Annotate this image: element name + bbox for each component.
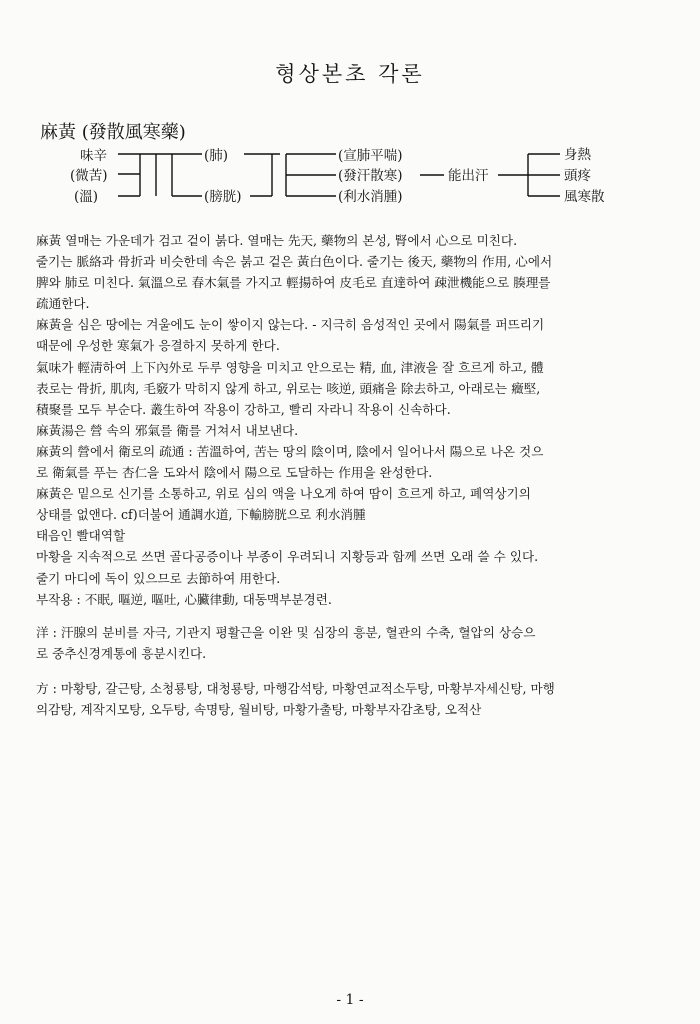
action-label: (發汗散寒) — [338, 168, 403, 184]
page-number: - 1 - — [336, 992, 364, 1008]
action-label: (宣肺平喘) — [338, 148, 403, 164]
body-line: 方 : 마황탕, 갈근탕, 소청룡탕, 대청룡탕, 마행감석탕, 마황연교적소두탕, 마황부자세신탕, 마행 — [36, 680, 555, 696]
body-line: 麻黃을 심은 땅에는 겨울에도 눈이 쌓이지 않는다. - 지극히 음성적인 곳에서 陽氣를 퍼뜨리기 — [36, 317, 545, 333]
body-line: 麻黃湯은 營 속의 邪氣를 衛를 거쳐서 내보낸다. — [36, 422, 299, 438]
body-line: 상태를 없앤다. cf)더불어 通調水道, 下輸膀胱으로 利水消腫 — [36, 507, 366, 523]
effect-label: 頭疼 — [564, 168, 591, 184]
body-line: 부작용 : 不眠, 嘔逆, 嘔吐, 心臟律動, 대동맥부분경련. — [36, 591, 332, 607]
center-label: 能出汗 — [448, 168, 489, 184]
body-line: 麻黃의 營에서 衛로의 疏通 : 苦溫하여, 苦는 땅의 陰이며, 陰에서 일어나서 陽으로 나온 것으 — [36, 443, 544, 459]
organ-label: (肺) — [204, 148, 229, 164]
body-line: 麻黃 열매는 가운데가 검고 겉이 붉다. 열매는 先天, 藥物의 본성, 腎에서 心으로 미친다. — [36, 233, 518, 248]
body-line: 로 衛氣를 푸는 杏仁을 도와서 陰에서 陽으로 도달하는 作用을 완성한다. — [36, 465, 433, 481]
taste-label: 味辛 — [80, 148, 107, 164]
body-line: 줄기는 脈絡과 骨折과 비슷한데 속은 붉고 겉은 黃白色이다. 줄기는 後天, 藥物의 作用, 心에서 — [36, 254, 553, 270]
body-line: 의감탕, 계작지모탕, 오두탕, 속명탕, 월비탕, 마황가출탕, 마황부자감초탕, 오적산 — [36, 701, 482, 717]
effect-label: 風寒散 — [564, 189, 605, 205]
herb-heading: 麻黃 (發散風寒藥) — [40, 122, 186, 143]
page-title: 형상본초 각론 — [275, 62, 425, 86]
action-label: (利水消腫) — [338, 189, 403, 205]
body-line: 積聚를 모두 부순다. 叢生하여 작용이 강하고, 빨리 자라니 작용이 신속하다. — [36, 401, 451, 417]
body-line: 疏通한다. — [36, 296, 90, 312]
taste-label: (微苦) — [70, 168, 108, 184]
taste-label: (溫) — [74, 189, 99, 205]
body-line: 로 중추신경계통에 흥분시킨다. — [36, 645, 207, 661]
body-line: 줄기 마디에 독이 있으므로 去節하여 用한다. — [36, 570, 281, 586]
body-text — [36, 230, 676, 720]
body-line: 때문에 우성한 寒氣가 응결하지 못하게 한다. — [36, 338, 280, 354]
body-line: 氣味가 輕淸하여 上下內外로 두루 영향을 미치고 안으로는 精, 血, 津液을 잘 흐르게 하고, 體 — [36, 359, 544, 375]
body-line: 脾와 肺로 미친다. 氣溫으로 春木氣를 가지고 輕揚하여 皮毛로 直達하여 疎泄機能으로 腠理를 — [36, 275, 551, 291]
body-line: 表로는 骨折, 肌肉, 毛竅가 막히지 않게 하고, 위로는 咳逆, 頭痛을 除去하고, 아래로는 癥堅, — [36, 380, 541, 396]
organ-label: (膀胱) — [204, 189, 242, 205]
body-line: 마황을 지속적으로 쓰면 골다공증이나 부종이 우려되니 지황등과 함께 쓰면 오래 쓸 수 있다. — [36, 549, 539, 565]
body-line: 洋 : 汗腺의 분비를 자극, 기관지 평활근을 이완 및 심장의 흥분, 혈관의 수축, 혈압의 상승으 — [36, 624, 536, 640]
effect-label: 身熱 — [564, 147, 591, 163]
mechanism-diagram — [0, 138, 700, 218]
body-line: 麻黃은 밑으로 신기를 소통하고, 위로 심의 액을 나오게 하여 땀이 흐르게 하고, 폐역상기의 — [36, 486, 531, 502]
body-line: 태음인 빨대역할 — [36, 528, 126, 544]
